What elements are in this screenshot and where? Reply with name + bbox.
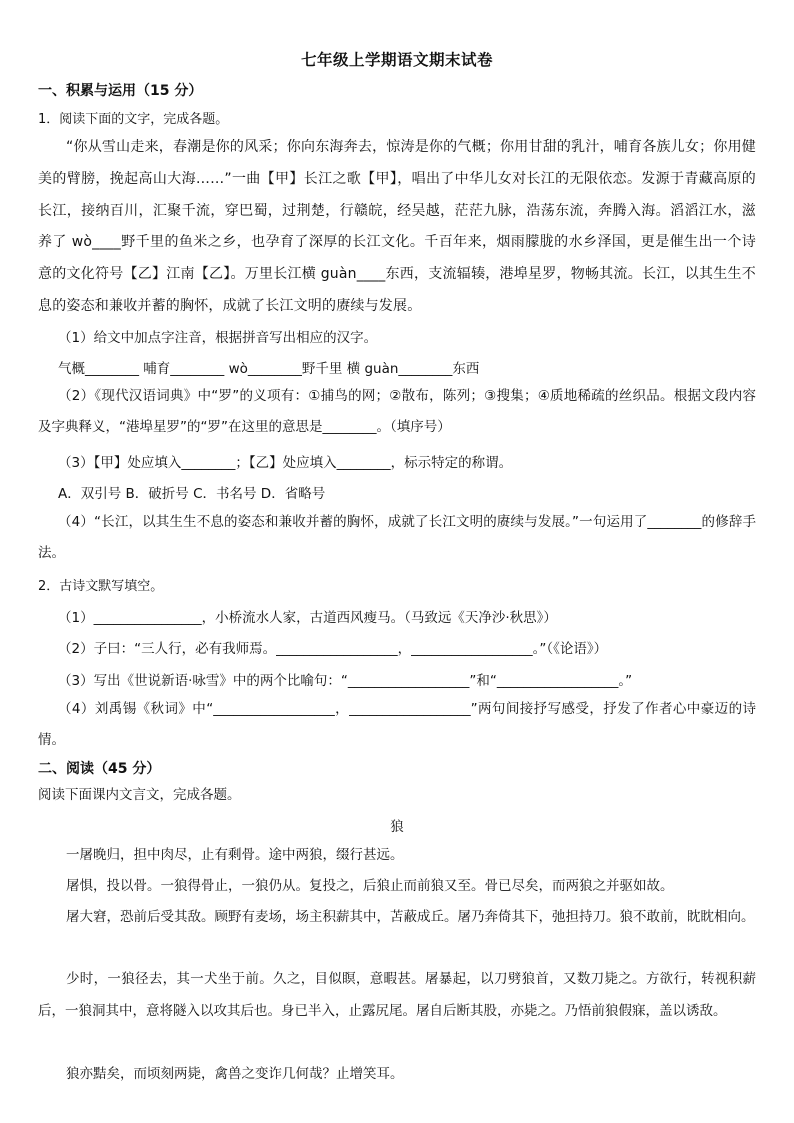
question-1-passage: “你从雪山走来，春潮是你的风采；你向东海奔去，惊涛是你的气概；你用甘甜的乳汁，哺育各族儿女；你用健美的臂膀，挽起高山大海……”一曲【甲】长江之歌【甲】，唱出了中华儿女对长江的无限依恋。发源于青藏高原的长江，接纳百川，汇聚千流，穿巴蜀，过荆楚，行赣皖，经吴越，茫茫九脉，浩荡东流，奔腾入海。滔滔江水，滋养了 wò____野千里的鱼米之乡，也孕育了深厚的长江文化。千百年来，烟雨朦胧的水乡泽国，更是催生出一个诗意的文化符号【乙】江南【乙】。万里长江横 guàn____东西，支流辐辏，港埠星罗，物畅其流。长江，以其生生不息的姿态和兼收并蓄的胸怀，成就了长江文明的赓续与发展。	[38, 139, 756, 314]
q1-sub4: （4）“长江，以其生生不息的姿态和兼收并蓄的胸怀，成就了长江文明的赓续与发展。”一句运用了________的修辞手法。	[38, 514, 756, 561]
story-paragraph-2: 屠惧，投以骨。一狼得骨止，一狼仍从。复投之，后狼止而前狼又至。骨已尽矣，而两狼之并驱如故。	[66, 878, 674, 894]
story-title: 狼	[390, 819, 404, 835]
section-heading-accumulation: 一、积累与运用（15 分）	[38, 83, 203, 99]
question-1-intro: 1．阅读下面的文字，完成各题。	[38, 112, 229, 127]
question-2-intro: 2．古诗文默写填空。	[38, 579, 164, 594]
q1-sub3: （3）【甲】处应填入________；【乙】处应填入________，标示特定的称谓。	[58, 455, 513, 471]
story-paragraph-5: 狼亦黠矣，而顷刻两毙，禽兽之变诈几何哉？止增笑耳。	[66, 1066, 404, 1082]
q1-sub3-options: A．双引号 B．破折号 C．书名号 D．省略号	[58, 486, 326, 502]
q2-item-3: （3）写出《世说新语·咏雪》中的两个比喻句：“__________________”和“__________________。”	[58, 673, 633, 689]
page-title: 七年级上学期语文期末试卷	[300, 51, 493, 69]
q1-sub1-blanks: 气概________ 哺育________ wò________野千里 横 guàn________东西	[58, 361, 480, 377]
q2-item-2: （2）子曰：“三人行，必有我师焉。__________________，__________________。”（《论语》）	[58, 641, 608, 657]
q1-sub1: （1）给文中加点字注音，根据拼音写出相应的汉字。	[58, 330, 378, 346]
q2-item-4: （4）刘禹锡《秋词》中“__________________，__________________”两句间接抒写感受，抒发了作者心中豪迈的诗情。	[38, 701, 756, 748]
story-paragraph-1: 一屠晚归，担中肉尽，止有剩骨。途中两狼，缀行甚远。	[66, 847, 404, 863]
story-paragraph-3: 屠大窘，恐前后受其敌。顾野有麦场，场主积薪其中，苫蔽成丘。屠乃奔倚其下，弛担持刀。狼不敢前，眈眈相向。	[66, 909, 755, 925]
story-paragraph-4: 少时，一狼径去，其一犬坐于前。久之，目似瞑，意暇甚。屠暴起，以刀劈狼首，又数刀毙之。方欲行，转视积薪后，一狼洞其中，意将隧入以攻其后也。身已半入，止露尻尾。屠自后断其股，亦毙之。乃悟前狼假寐，盖以诱敌。	[38, 971, 756, 1019]
q1-sub2: （2）《现代汉语词典》中“罗”的义项有：①捕鸟的网；②散布，陈列；③搜集；④质地稀疏的丝织品。根据文段内容及字典释义，“港埠星罗”的“罗”在这里的意思是________。（填序号）	[38, 388, 756, 435]
section-heading-reading: 二、阅读（45 分）	[38, 761, 161, 777]
reading-intro: 阅读下面课内文言文，完成各题。	[38, 787, 241, 803]
q2-item-1: （1）________________，小桥流水人家，古道西风瘦马。（马致远《天净沙·秋思》）	[58, 610, 557, 626]
